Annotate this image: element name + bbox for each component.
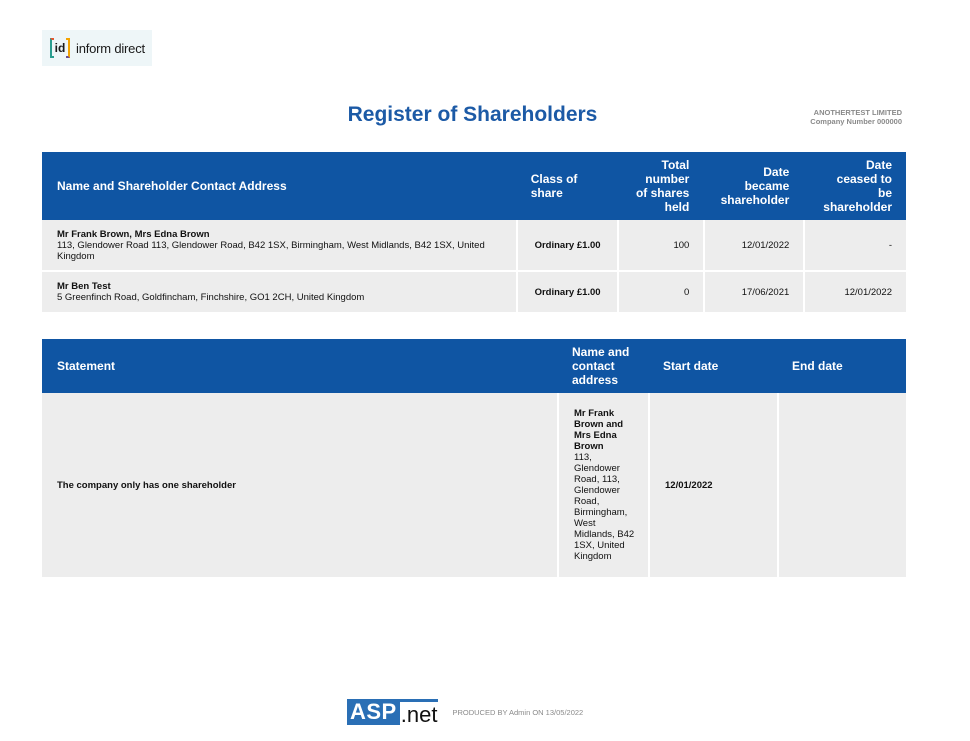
- brand-name: inform direct: [76, 40, 145, 56]
- company-name: ANOTHERTEST LIMITED: [813, 108, 902, 117]
- date-ceased: -: [803, 220, 906, 272]
- end-date: [777, 393, 906, 577]
- statement-text: The company only has one shareholder: [42, 393, 557, 577]
- id-logo-icon: id: [50, 38, 70, 58]
- aspnet-logo: ASP .net: [347, 699, 438, 725]
- col-start-date: Start date: [648, 339, 777, 393]
- shareholder-cell: [42, 220, 516, 272]
- table-row: [42, 393, 906, 577]
- col-statement: Statement: [42, 339, 557, 393]
- page-title: Register of Shareholders: [347, 103, 598, 126]
- col-class-of-share: Class of share: [516, 152, 618, 220]
- footer: [347, 699, 583, 725]
- company-number: Company Number 000000: [810, 117, 902, 126]
- share-class: Ordinary £1.00: [516, 220, 618, 272]
- col-name-address: Name and Shareholder Contact Address: [42, 152, 516, 220]
- col-name-contact: Name and contact address: [557, 339, 648, 393]
- col-end-date: End date: [777, 339, 906, 393]
- shareholder-address: 5 Greenfinch Road, Goldfincham, Finchshire, GO1 2CH, United Kingdom: [57, 292, 365, 303]
- shareholders-table: [42, 152, 906, 314]
- inform-direct-logo: [42, 30, 152, 66]
- contact-name: Mr Frank Brown and Mrs Edna Brown: [574, 408, 624, 452]
- statements-table: [42, 339, 906, 577]
- contact-cell: [557, 393, 648, 577]
- col-date-became: Date became shareholder: [703, 152, 803, 220]
- col-total-shares: Total number of shares held: [617, 152, 703, 220]
- shareholders-header-row: [42, 152, 906, 220]
- shares-held: 100: [617, 220, 703, 272]
- company-info: [810, 108, 902, 126]
- produced-by-text: PRODUCED BY Admin ON 13/05/2022: [452, 707, 584, 717]
- statements-header-row: [42, 339, 906, 393]
- shares-held: 0: [617, 272, 703, 314]
- shareholder-cell: [42, 272, 516, 314]
- date-ceased: 12/01/2022: [803, 272, 906, 314]
- table-row: [42, 272, 906, 314]
- share-class: Ordinary £1.00: [516, 272, 618, 314]
- date-became: 17/06/2021: [703, 272, 803, 314]
- shareholder-name: Mr Ben Test: [57, 281, 111, 292]
- shareholder-address: 113, Glendower Road 113, Glendower Road, B42 1SX, Birmingham, West Midlands, B42 1SX, United Kingdom: [57, 239, 485, 262]
- shareholder-name: Mr Frank Brown, Mrs Edna Brown: [57, 228, 210, 240]
- contact-address: 113, Glendower Road, 113, Glendower Road, Birmingham, West Midlands, B42 1SX, United Kingdom: [574, 452, 635, 562]
- col-date-ceased: Date ceased to be shareholder: [803, 152, 906, 220]
- start-date: 12/01/2022: [648, 393, 777, 577]
- table-row: [42, 220, 906, 272]
- date-became: 12/01/2022: [703, 220, 803, 272]
